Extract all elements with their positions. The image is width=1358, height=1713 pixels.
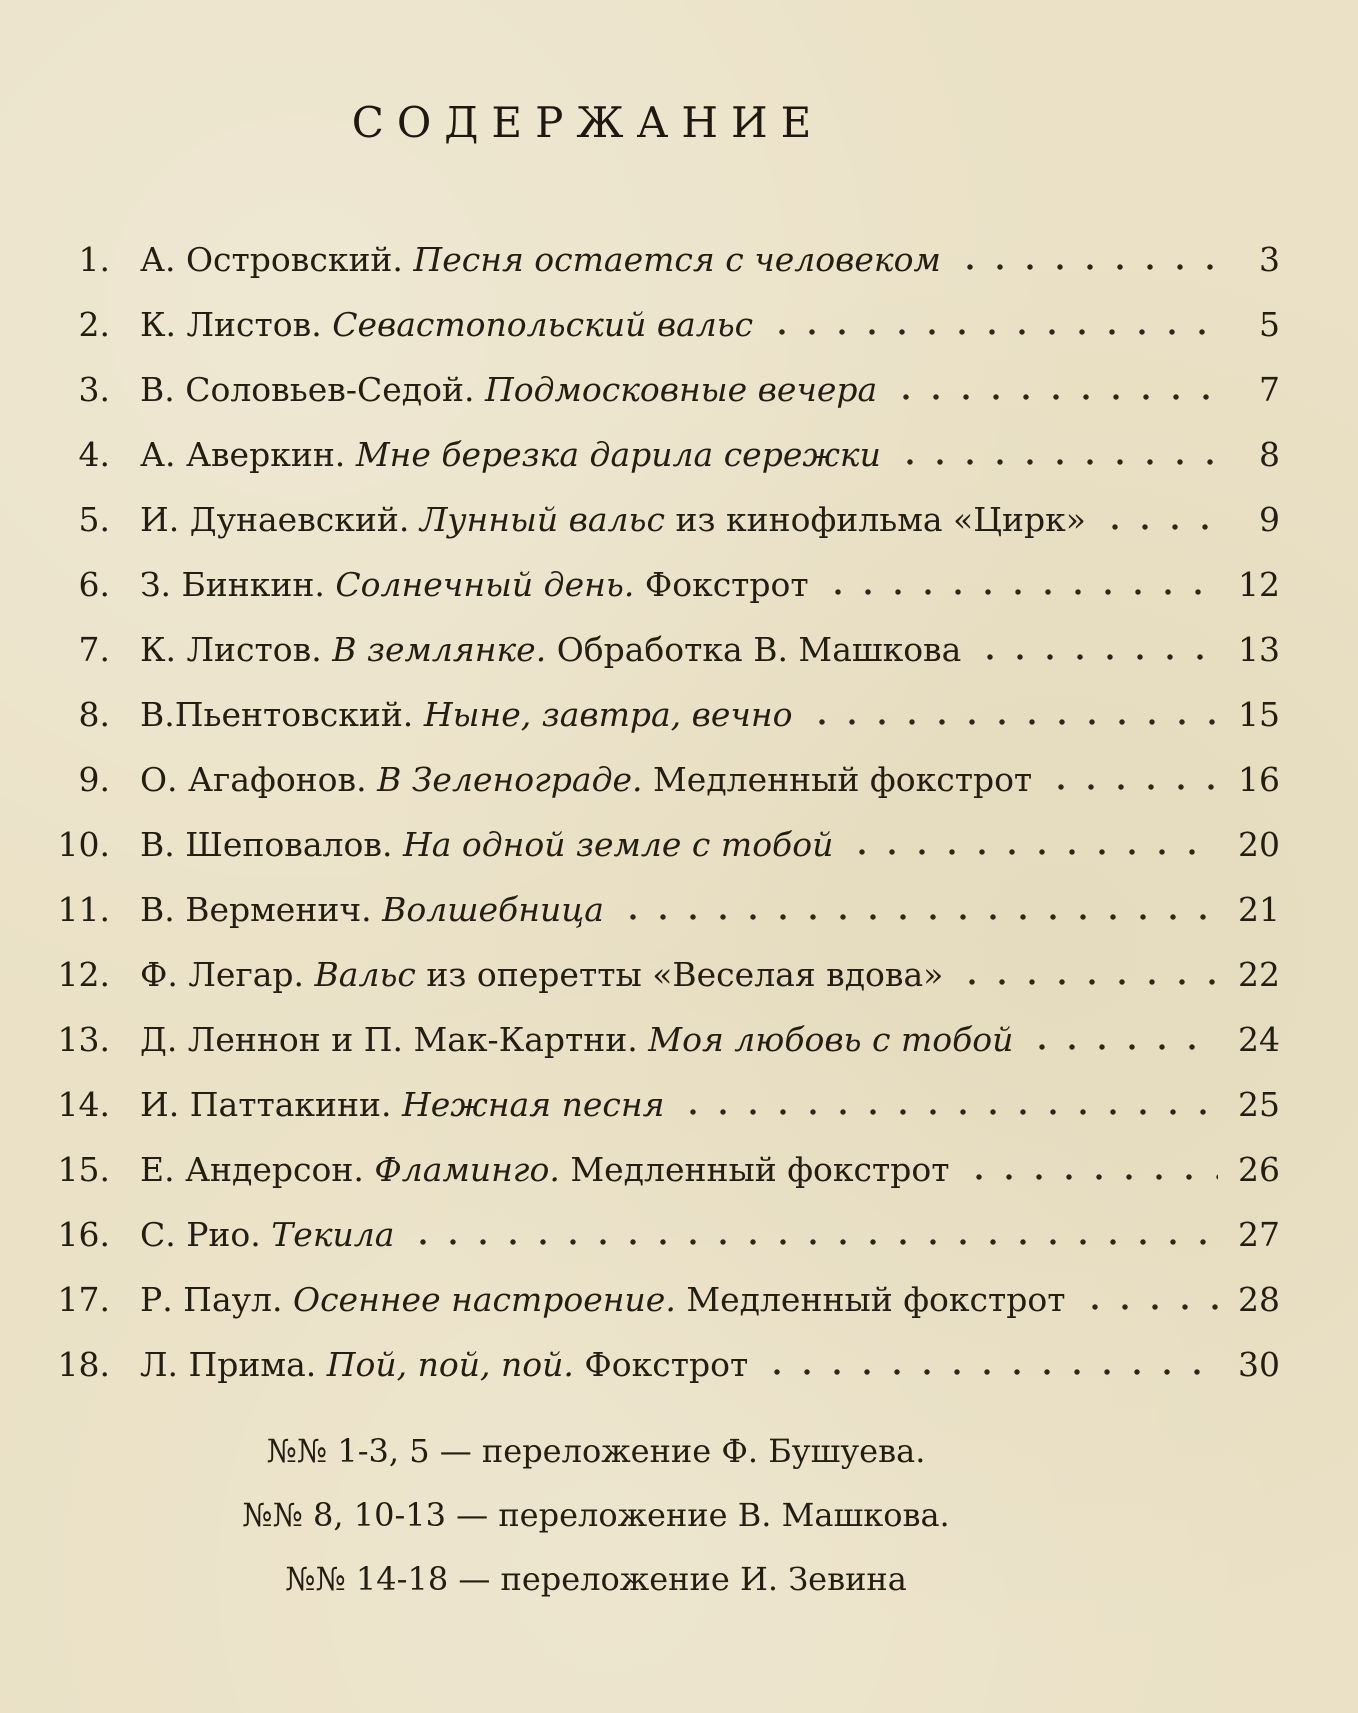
entry-author: В. Верменич. [140,890,372,929]
entry-text [140,890,604,930]
entry-subtitle: Фокстрот [584,1345,749,1384]
dot-leader [895,457,1218,467]
entry-text [140,955,943,995]
dot-leader [408,1237,1218,1247]
entry-number: 6. [78,565,110,604]
entry-title: Нежная песня [402,1085,665,1124]
toc-entry [36,1280,1280,1320]
entry-title: Вальс [314,955,416,994]
entry-subtitle: Фокстрот [644,565,809,604]
toc-entry [36,1020,1280,1060]
entry-title: На одной земле с тобой [402,825,834,864]
entry-author: И. Дунаевский. [140,500,410,539]
entry-text [140,630,961,670]
dot-leader [618,912,1218,922]
entry-number: 18. [57,1345,110,1384]
entry-page: 3 [1259,240,1280,279]
toc-entry [36,955,1280,995]
entry-page: 24 [1238,1020,1280,1059]
entry-subtitle: Обработка В. Машкова [556,630,962,669]
entry-author: К. Листов. [140,630,322,669]
toc-entry [36,1150,1280,1190]
footnote-bushuyev: №№ 1-3, 5 — переложение Ф. Бушуева. [266,1432,926,1470]
entry-subtitle: Медленный фокстрот [570,1150,950,1189]
entry-number: 17. [57,1280,110,1319]
entry-page: 27 [1238,1215,1280,1254]
entry-number: 3. [78,370,110,409]
toc-list [36,240,1280,1385]
entry-author: В. Соловьев-Седой. [140,370,475,409]
entry-page: 13 [1238,630,1280,669]
entry-number: 13. [57,1020,110,1059]
entry-author: В. Шеповалов. [140,825,393,864]
dot-leader [1080,1302,1218,1312]
entry-title: Пой, пой, пой. [326,1345,574,1384]
entry-text [140,500,1086,540]
entry-author: Ф. Легар. [140,955,305,994]
entry-page: 22 [1238,955,1280,994]
entry-author: А. Островский. [140,240,403,279]
dot-leader [957,977,1218,987]
entry-number: 10. [57,825,110,864]
dot-leader [1027,1042,1218,1052]
entry-text [140,305,753,345]
entry-author: З. Бинкин. [140,565,325,604]
entry-number: 12. [57,955,110,994]
entry-page: 26 [1238,1150,1280,1189]
entry-author: К. Листов. [140,305,322,344]
entry-number: 8. [78,695,110,734]
entry-number: 16. [57,1215,110,1254]
entry-title: Фламинго. [374,1150,560,1189]
entry-page: 25 [1238,1085,1280,1124]
toc-entry [36,240,1280,280]
entry-number: 11. [57,890,110,929]
entry-number: 7. [78,630,110,669]
entry-title: Севастопольский вальс [332,305,754,344]
entry-subtitle: Медленный фокстрот [653,760,1033,799]
page-title: СОДЕРЖАНИЕ [351,98,825,147]
entry-page: 7 [1259,370,1280,409]
entry-title: Волшебница [382,890,604,929]
entry-title: В Зеленограде. [377,760,643,799]
entry-subtitle: из оперетты «Веселая вдова» [426,955,944,994]
entry-text [140,695,793,735]
dot-leader [807,717,1218,727]
entry-title: Моя любовь с тобой [648,1020,1014,1059]
dot-leader [1046,782,1218,792]
entry-number: 15. [57,1150,110,1189]
entry-page: 20 [1238,825,1280,864]
entry-author: Л. Прима. [140,1345,317,1384]
toc-entry [36,370,1280,410]
dot-leader [823,587,1218,597]
entry-author: Д. Леннон и П. Мак-Картни. [140,1020,638,1059]
entry-text [140,760,1032,800]
footnote-zevin: №№ 14-18 — переложение И. Зевина [285,1560,907,1598]
toc-entry [36,760,1280,800]
entry-author: С. Рио. [140,1215,261,1254]
dot-leader [1100,522,1218,532]
toc-entry [36,435,1280,475]
entry-title: Осеннее настроение. [293,1280,676,1319]
entry-title: Солнечный день. [335,565,635,604]
entry-subtitle: Медленный фокстрот [686,1280,1066,1319]
toc-entry [36,695,1280,735]
footnote-mashkov: №№ 8, 10-13 — переложение В. Машкова. [242,1496,950,1534]
entry-title: Ныне, завтра, вечно [423,695,793,734]
entry-number: 4. [78,435,110,474]
entry-page: 5 [1259,305,1280,344]
toc-entry [36,825,1280,865]
toc-entry [36,305,1280,345]
entry-title: Подмосковные вечера [484,370,878,409]
toc-entry [36,1215,1280,1255]
toc-entry [36,500,1280,540]
entry-title: Лунный вальс [419,500,665,539]
entry-page: 9 [1259,500,1280,539]
entry-text [140,370,877,410]
entry-author: В.Пьентовский. [140,695,414,734]
dot-leader [678,1107,1218,1117]
entry-page: 15 [1238,695,1280,734]
entry-author: Е. Андерсон. [140,1150,364,1189]
toc-entry [36,565,1280,605]
dot-leader [964,1172,1218,1182]
entry-text [140,1150,950,1190]
toc-entry [36,890,1280,930]
entry-page: 21 [1238,890,1280,929]
entry-text [140,1345,748,1385]
entry-subtitle: из кинофильма «Цирк» [675,500,1086,539]
entry-title: Песня остается с человеком [413,240,941,279]
entry-text [140,435,881,475]
entry-author: О. Агафонов. [140,760,367,799]
entry-page: 16 [1238,760,1280,799]
dot-leader [891,392,1218,402]
entry-title: Мне березка дарила сережки [355,435,881,474]
toc-entry [36,1085,1280,1125]
dot-leader [955,262,1218,272]
entry-text [140,1215,394,1255]
entry-page: 30 [1238,1345,1280,1384]
entry-author: И. Паттакини. [140,1085,392,1124]
dot-leader [767,327,1218,337]
entry-page: 8 [1259,435,1280,474]
entry-page: 12 [1238,565,1280,604]
entry-author: А. Аверкин. [140,435,346,474]
entry-text [140,825,833,865]
entry-number: 1. [78,240,110,279]
dot-leader [975,652,1218,662]
entry-text [140,1020,1013,1060]
entry-page: 28 [1238,1280,1280,1319]
entry-title: В землянке. [332,630,547,669]
entry-text [140,1280,1066,1320]
arranger-footnotes [36,1431,1280,1599]
toc-entry [36,1345,1280,1385]
toc-entry [36,630,1280,670]
entry-text [140,1085,664,1125]
entry-number: 14. [57,1085,110,1124]
entry-number: 2. [78,305,110,344]
entry-text [140,565,809,605]
dot-leader [762,1367,1218,1377]
entry-number: 5. [78,500,110,539]
entry-text [140,240,941,280]
dot-leader [847,847,1218,857]
entry-title: Текила [271,1215,395,1254]
entry-number: 9. [78,760,110,799]
entry-author: Р. Паул. [140,1280,283,1319]
